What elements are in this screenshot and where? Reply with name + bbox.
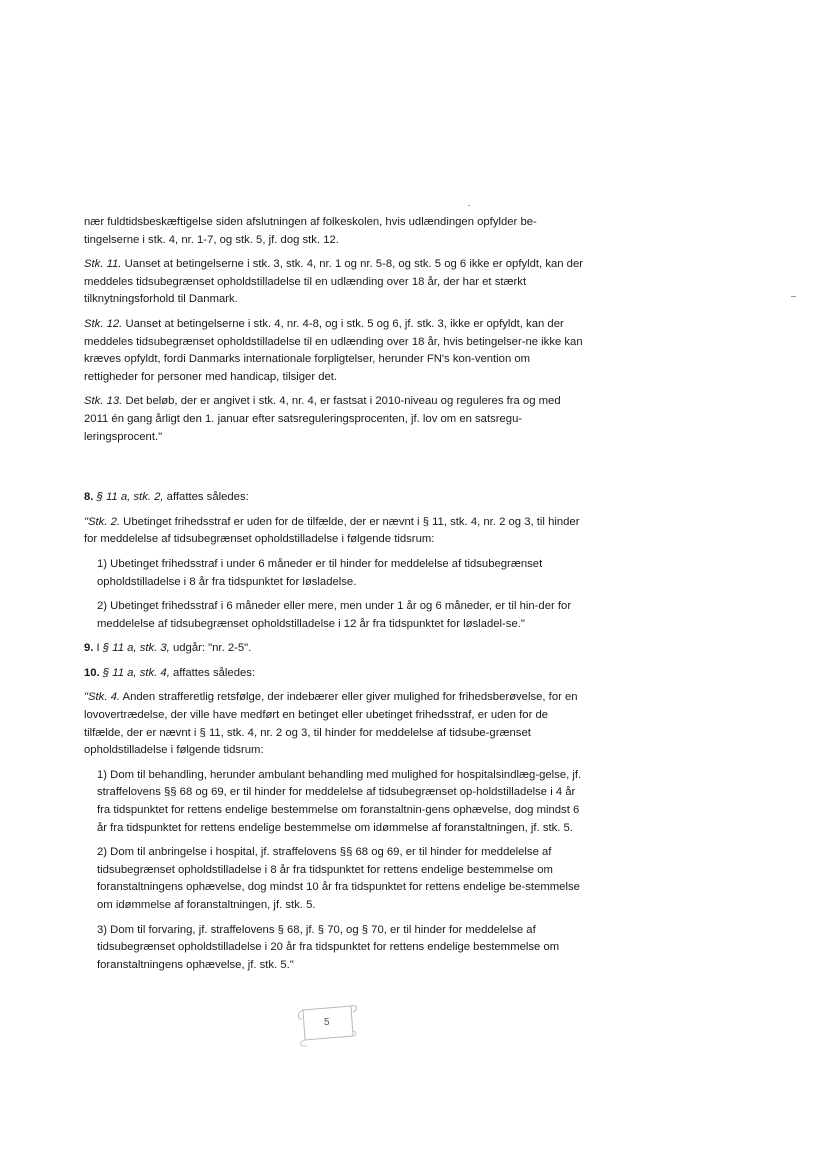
item-10-subitem-1: 1) Dom til behandling, herunder ambulant behandling med mulighed for hospitalsindlæg-gelse, jf. straffelovens §§ 68 og 69, er til hinder for meddelelse af tidsubegrænset op-holdstilladelse i 4 år fra tidspunktet for rettens endelige bestemmelse om foranstaltnin-gens ophævelse, dog mindst 6 år fra tidspunktet for rettens endelige bestemmelse om idømmelse af foranstaltningen, jf. stk. 5.: [97, 768, 582, 834]
item-10-subitem-3: 3) Dom til forvaring, jf. straffelovens § 68, jf. § 70, og § 70, er til hinder for meddelelse af tidsubegrænset opholdstilladelse i 20 år fra tidspunktet for rettens endelige bestemmelse om foranstaltningens ophævelse, jf. stk. 5.": [97, 923, 560, 971]
item-9-reference: § 11 a, stk. 3,: [102, 642, 170, 655]
item-8-quote-text: Ubetinget frihedsstraf er uden for de tilfælde, der er nævnt i § 11, stk. 4, nr. 2 og 3, til hinder for meddelelse af tidsubegrænset opholdstilladelse i følgende tidsrum:: [84, 515, 580, 546]
scan-speck: [468, 205, 470, 206]
item-8-quote-label: "Stk. 2.: [84, 515, 121, 528]
stk-13-paragraph: [84, 393, 584, 446]
item-9-paragraph: [84, 640, 584, 658]
stk-11-text: Uanset at betingelserne i stk. 3, stk. 4, nr. 1 og nr. 5-8, og stk. 5 og 6 ikke er opfyldt, kan der meddeles tidsubegrænset opholdstilladelse til en udlænding over 18 år, der har et stærkt tilknytningsforhold til Danmark.: [84, 258, 584, 306]
stk-11-label: Stk. 11.: [84, 258, 122, 271]
stk-13-label: Stk. 13.: [84, 395, 123, 408]
item-8-reference: § 11 a, stk. 2,: [96, 491, 164, 504]
section-gap: [84, 453, 584, 489]
item-10-text: affattes således:: [169, 666, 256, 679]
stk-13-text: Det beløb, der er angivet i stk. 4, nr. 4, er fastsat i 2010-niveau og reguleres fra og med 2011 én gang årligt den 1. januar efter satsreguleringsprocenten, jf. lov om en satsregu-leringsprocent.": [84, 395, 561, 443]
stk-12-label: Stk. 12.: [84, 317, 123, 330]
item-10-quote-label: "Stk. 4.: [84, 691, 121, 704]
item-10-subitem-2: 2) Dom til anbringelse i hospital, jf. straffelovens §§ 68 og 69, er til hinder for meddelelse af tidsubegrænset opholdstilladelse i 8 år fra tidspunktet for rettens endelige bestemmelse om foranstaltningens ophævelse, dog mindst 10 år fra tidspunktet for rettens endelige be-stemmelse om idømmelse af foranstaltningen, jf. stk. 5.: [97, 846, 580, 911]
item-10-heading: [84, 665, 584, 683]
item-8-quote: [84, 514, 584, 549]
item-9-text: udgår: "nr. 2-5".: [169, 642, 252, 655]
stk-12-paragraph: [84, 316, 584, 386]
item-10-quote-text: Anden strafferetlig retsfølge, der indebærer eller giver mulighed for frihedsberøvelse, for en lovovertrædelse, der ville have medført en betinget eller ubetinget frihedsstraf, er uden for de tilfælde, der er nævnt i § 11, stk. 4, nr. 2 og 3, til hinder for meddelelse af tidsube-grænset opholdstilladelse i følgende tidsrum:: [84, 691, 578, 757]
document-body: [84, 214, 584, 981]
item-10-quote: [84, 689, 584, 759]
scan-speck: [791, 296, 796, 297]
item-9-pre: I: [93, 642, 103, 655]
item-9-number: 9.: [84, 642, 94, 655]
item-10-reference: § 11 a, stk. 4,: [102, 666, 170, 679]
item-10-number: 10.: [84, 666, 100, 679]
item-8-text: affattes således:: [163, 491, 249, 504]
stk-11-paragraph: [84, 256, 584, 309]
stk-12-text: Uanset at betingelserne i stk. 4, nr. 4-8, og i stk. 5 og 6, jf. stk. 3, ikke er opfyldt, kan der meddeles tidsubegrænset opholdstilladelse til en udlænding over 18 år, hvis betingelser-ne ikke kan kræves opfyldt, fordi Danmarks internationale forpligtelser, herunder FN's kon-vention om rettigheder for personer med handicap, tilsiger det.: [84, 317, 583, 383]
item-8-subitem-2: 2) Ubetinget frihedsstraf i 6 måneder eller mere, men under 1 år og 6 måneder, er til hin-der for meddelelse af tidsubegrænset opholdstilladelse i 12 år fra tidspunktet for løsladel-se.": [97, 600, 572, 630]
page-number-badge: [293, 1000, 361, 1048]
page-number: 5: [324, 1017, 330, 1028]
item-8-subitem-1: 1) Ubetinget frihedsstraf i under 6 måneder er til hinder for meddelelse af tidsubegrænset opholdstilladelse i 8 år fra tidspunktet for løsladelse.: [97, 557, 543, 588]
continuation-paragraph: nær fuldtidsbeskæftigelse siden afslutningen af folkeskolen, hvis udlændingen opfylder be-tingelserne i stk. 4, nr. 1-7, og stk. 5, jf. dog stk. 12.: [84, 216, 537, 246]
item-8-heading: [84, 489, 584, 507]
item-8-number: 8.: [84, 491, 94, 504]
